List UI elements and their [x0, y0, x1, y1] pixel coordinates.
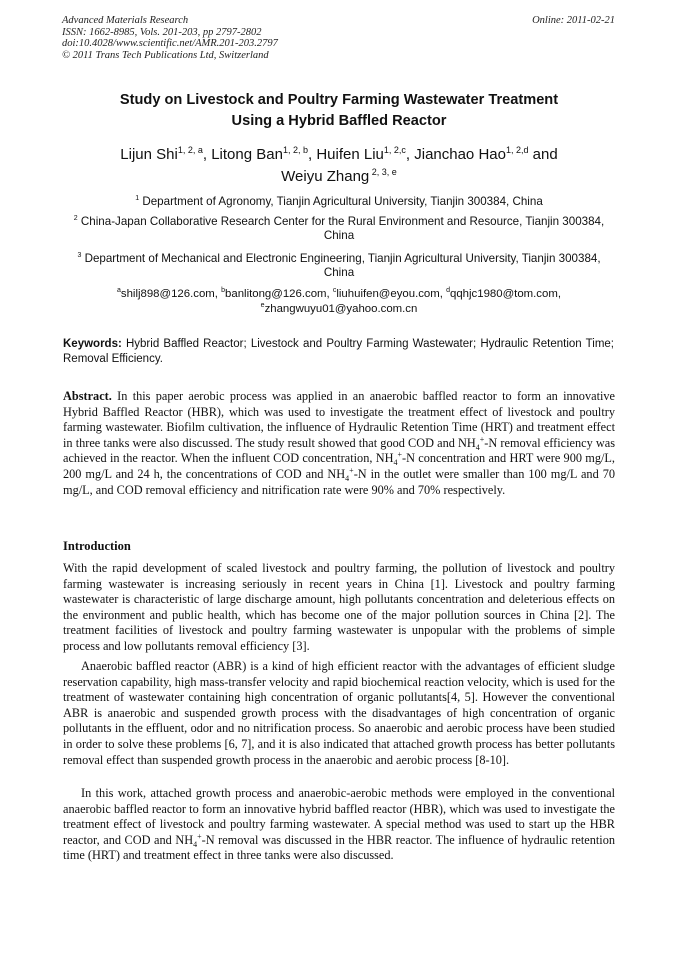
chem-superscript: +	[349, 465, 354, 475]
email-address: shilj898@126.com	[120, 288, 215, 300]
affiliation-number: 3	[77, 252, 82, 259]
abstract-label: Abstract.	[63, 389, 112, 403]
journal-name: Advanced Materials Research	[62, 15, 189, 26]
author-separator: ,	[307, 146, 317, 163]
author-affil-marker: 1, 2,d	[505, 145, 529, 155]
issn-line: ISSN: 1662-8985, Vols. 201-203, pp 2797-2802	[62, 26, 262, 38]
email-marker: a	[116, 287, 121, 294]
affiliation-number: 1	[135, 195, 140, 202]
email-address: zhangwuyu01@yahoo.com.cn	[264, 303, 418, 315]
chem-subscript: 4	[475, 442, 480, 452]
author-separator: ,	[202, 146, 212, 163]
author-name: Lijun Shi	[120, 146, 178, 163]
author-affil-marker: 1, 2,c	[383, 145, 406, 155]
abstract-text: -N concentration and HRT were 900 mg/L, 200 mg/L and 24 h, the concentrations of COD and NH	[63, 451, 616, 481]
keywords-section	[63, 337, 614, 367]
author-separator: ,	[405, 146, 415, 163]
email-address: banlitong@126.com	[225, 288, 327, 300]
affiliation-2	[62, 215, 616, 243]
keywords-label: Keywords:	[63, 338, 122, 350]
paragraph-text: In this work, attached growth process and anaerobic-aerobic methods were employed in the conventional anaerobic baffled reactor to form an innovative hybrid baffled reactor (HBR), which was used to investigate the treatment effect of livestock and poultry farming wastewater. A special method was used to start up the HBR reactor, and COD and NH	[63, 786, 615, 847]
affiliation-1	[62, 195, 616, 209]
keywords-text: Hybrid Baffled Reactor; Livestock and Poultry Farming Wastewater; Hydraulic Retention Time; Removal Efficiency.	[63, 338, 614, 365]
paragraph-text: -N removal was discussed in the HBR reactor. The influence of hydraulic retention time (HRT) and treatment effect in three tanks were also discussed.	[63, 832, 615, 863]
email-marker: d	[446, 287, 451, 294]
doi-line: doi:10.4028/www.scientific.net/AMR.201-203.2797	[62, 38, 278, 49]
affiliation-text: Department of Mechanical and Electronic Engineering, Tianjin Agricultural University, Tianjin 300384, China	[84, 252, 601, 279]
email-marker: e	[260, 302, 265, 309]
intro-paragraph-1: With the rapid development of scaled livestock and poultry farming, the pollution of livestock and poultry farming wastewater is increasing seriously in recent years in China [1]. Livestock and poultry farming wastewater is characteristic of large discharge amount, high pollutants concentration and deleterious effects on the environment and public health, which has become one of the major pollution sources in China [2]. The treatment facilities of livestock and poultry farming wastewater is unpopular with the problems of simple process and low pollutants removal efficiency [3].	[63, 561, 615, 653]
affiliation-text: China-Japan Collaborative Research Center for the Rural Environment and Resource, Tianjin 300384, China	[80, 215, 605, 242]
email-marker: c	[332, 287, 337, 294]
abstract-section	[63, 389, 615, 498]
author-name: Litong Ban	[211, 146, 283, 163]
intro-paragraph-2: Anaerobic baffled reactor (ABR) is a kind of high efficient reactor with the advantages of efficient sludge reservation capability, high mass-transfer velocity and rapid biochemical reaction velocity, which is used for the treatment of wastewater containing high concentration of organic pollutants[4, 5]. However the conventional ABR is anaerobic and suspended growth process with the disadvantages of high concentration of organic pollutants in the effluent, odor and no nitrification process. So anaerobic and aerobic process have been studied in order to solve these problems [6, 7], and it is also indicated that attached growth process has better pollutants removal effect than suspended growth process in the anaerobic and aerobic process [8-10].	[63, 659, 615, 767]
copyright-line: © 2011 Trans Tech Publications Ltd, Switzerland	[62, 49, 269, 61]
email-address: qqhjc1980@tom.com	[450, 288, 558, 300]
chem-superscript: +	[197, 831, 202, 841]
author-list	[60, 144, 618, 188]
affiliation-text: Department of Agronomy, Tianjin Agricultural University, Tianjin 300384, China	[142, 195, 543, 208]
chem-superscript: +	[479, 434, 485, 444]
paper-title	[60, 90, 618, 132]
affiliation-number: 2	[73, 215, 78, 222]
intro-paragraph-3	[63, 786, 615, 864]
title-line-2: Using a Hybrid Baffled Reactor	[231, 113, 447, 129]
email-marker: b	[221, 287, 226, 294]
author-name: Huifen Liu	[316, 146, 384, 163]
chem-subscript: 4	[345, 473, 350, 483]
abstract-text: In this paper aerobic process was applied in an anaerobic baffled reactor to form an innovative Hybrid Baffled Reactor (HBR), which was used to investigate the treatment effect of livestock and poultry farming wastewater. Biofilm cultivation, the influence of Hydraulic Retention Time (HRT) and treatment effect in three tanks were also discussed. The study result showed that good COD and NH	[63, 389, 616, 450]
journal-header	[62, 15, 278, 61]
introduction-heading: Introduction	[63, 539, 131, 553]
online-date: Online: 2011-02-21	[532, 15, 615, 26]
author-name: Jianchao Hao	[414, 146, 506, 163]
author-separator: and	[528, 146, 558, 163]
author-name: Weiyu Zhang	[281, 168, 370, 185]
chem-subscript: 4	[393, 458, 398, 468]
email-address: liuhuifen@eyou.com	[336, 288, 440, 300]
affiliation-3	[62, 252, 616, 280]
author-affil-marker: 2, 3, e	[369, 167, 397, 177]
chem-subscript: 4	[193, 839, 198, 849]
chem-superscript: +	[397, 450, 402, 460]
email-list: $^a$shilj898@126.com, $^b$banlitong@126.com, $^c$liuhuifen@eyou.com, $^d$qqhjc1980@tom.com, $^e$zhangwuyu01@yahoo.com.cn	[116, 287, 561, 315]
author-affil-marker: 1, 2, b	[282, 145, 308, 155]
title-line-1: Study on Livestock and Poultry Farming Wastewater Treatment	[119, 92, 559, 108]
author-affil-marker: 1, 2, a	[177, 145, 203, 155]
abstract-text: -N removal efficiency was achieved in the reactor. When the influent COD concentration, NH	[63, 435, 615, 466]
abstract-text: -N in the outlet were smaller than 100 mg/L and 70 mg/L, and COD removal efficiency and nitrification rate were 90% and 70% respectively.	[63, 466, 615, 497]
